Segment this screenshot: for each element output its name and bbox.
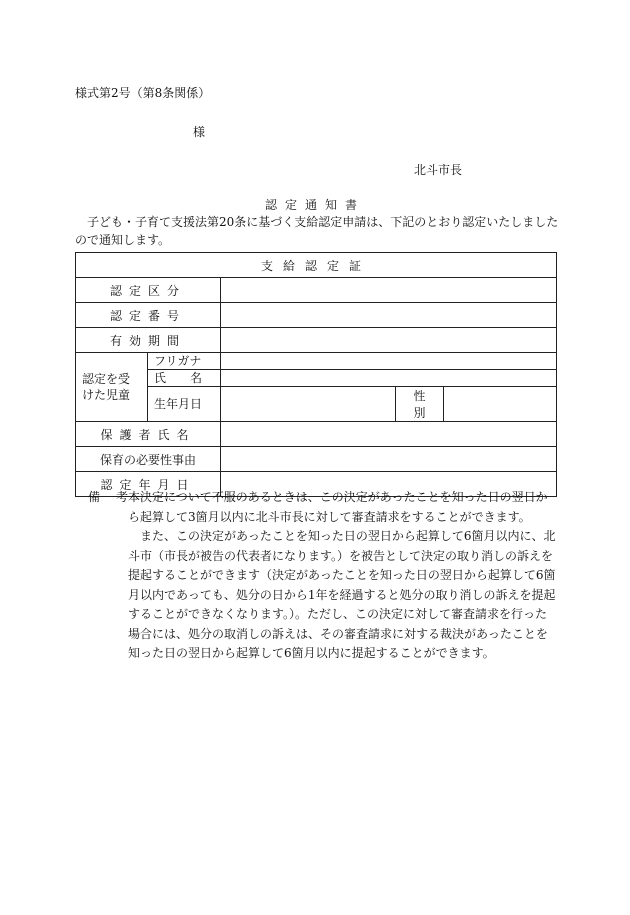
notes-paragraph-1: 本決定について不服のあるときは、この決定があったことを知った日の翌日から起算して3箇月以内に北斗市長に対して審査請求をすることができます。	[128, 490, 548, 524]
value-category	[221, 278, 557, 303]
intro-text: 子ども・子育て支援法第20条に基づく支給認定申請は、下記のとおり認定いたしましたので通知します。	[75, 215, 559, 247]
label-number: 認定番号	[76, 303, 221, 328]
label-sex: 性 別	[396, 387, 444, 422]
label-child-group: 認定を受けた児童	[76, 353, 148, 422]
value-birthdate	[221, 387, 396, 422]
issuer-name: 北斗市長	[414, 163, 463, 177]
certificate-table	[75, 252, 557, 497]
value-child-name	[221, 370, 557, 387]
value-reason	[221, 447, 557, 472]
label-reason: 保育の必要性事由	[76, 447, 221, 472]
document-title: 認定通知書	[264, 198, 365, 212]
label-furigana: フリガナ	[148, 353, 221, 370]
label-guardian: 保護者氏名	[76, 422, 221, 447]
notes-body	[128, 488, 558, 664]
label-date: 認定年月日	[76, 472, 221, 497]
value-sex	[444, 387, 557, 422]
value-furigana	[221, 353, 557, 370]
value-number	[221, 303, 557, 328]
label-child-name: 氏 名	[148, 370, 221, 387]
label-category: 認定区分	[76, 278, 221, 303]
notes-heading: 備 考	[88, 490, 131, 504]
label-period: 有効期間	[76, 328, 221, 353]
notes-paragraph-2: また、この決定があったことを知った日の翌日から起算して6箇月以内に、北斗市（市長が被告の代表者になります。）を被告として決定の取り消しの訴えを提起することができます（決定があったことを知った日の翌日から起算して6箇月以内であっても、処分の日から1年を経過すると処分の取り消しの訴えを提起することができなくなります。）。ただし、この決定に対して審査請求を行った場合には、処分の取消しの訴えは、その審査請求に対する裁決があったことを知った日の翌日から起算して6箇月以内に提起することができます。	[128, 529, 556, 660]
recipient-honorific: 様	[193, 125, 206, 139]
certificate-heading: 支給認定証	[76, 253, 557, 278]
form-number: 様式第2号（第8条関係）	[75, 86, 211, 100]
value-guardian	[221, 422, 557, 447]
label-birthdate: 生年月日	[148, 387, 221, 422]
value-period	[221, 328, 557, 353]
